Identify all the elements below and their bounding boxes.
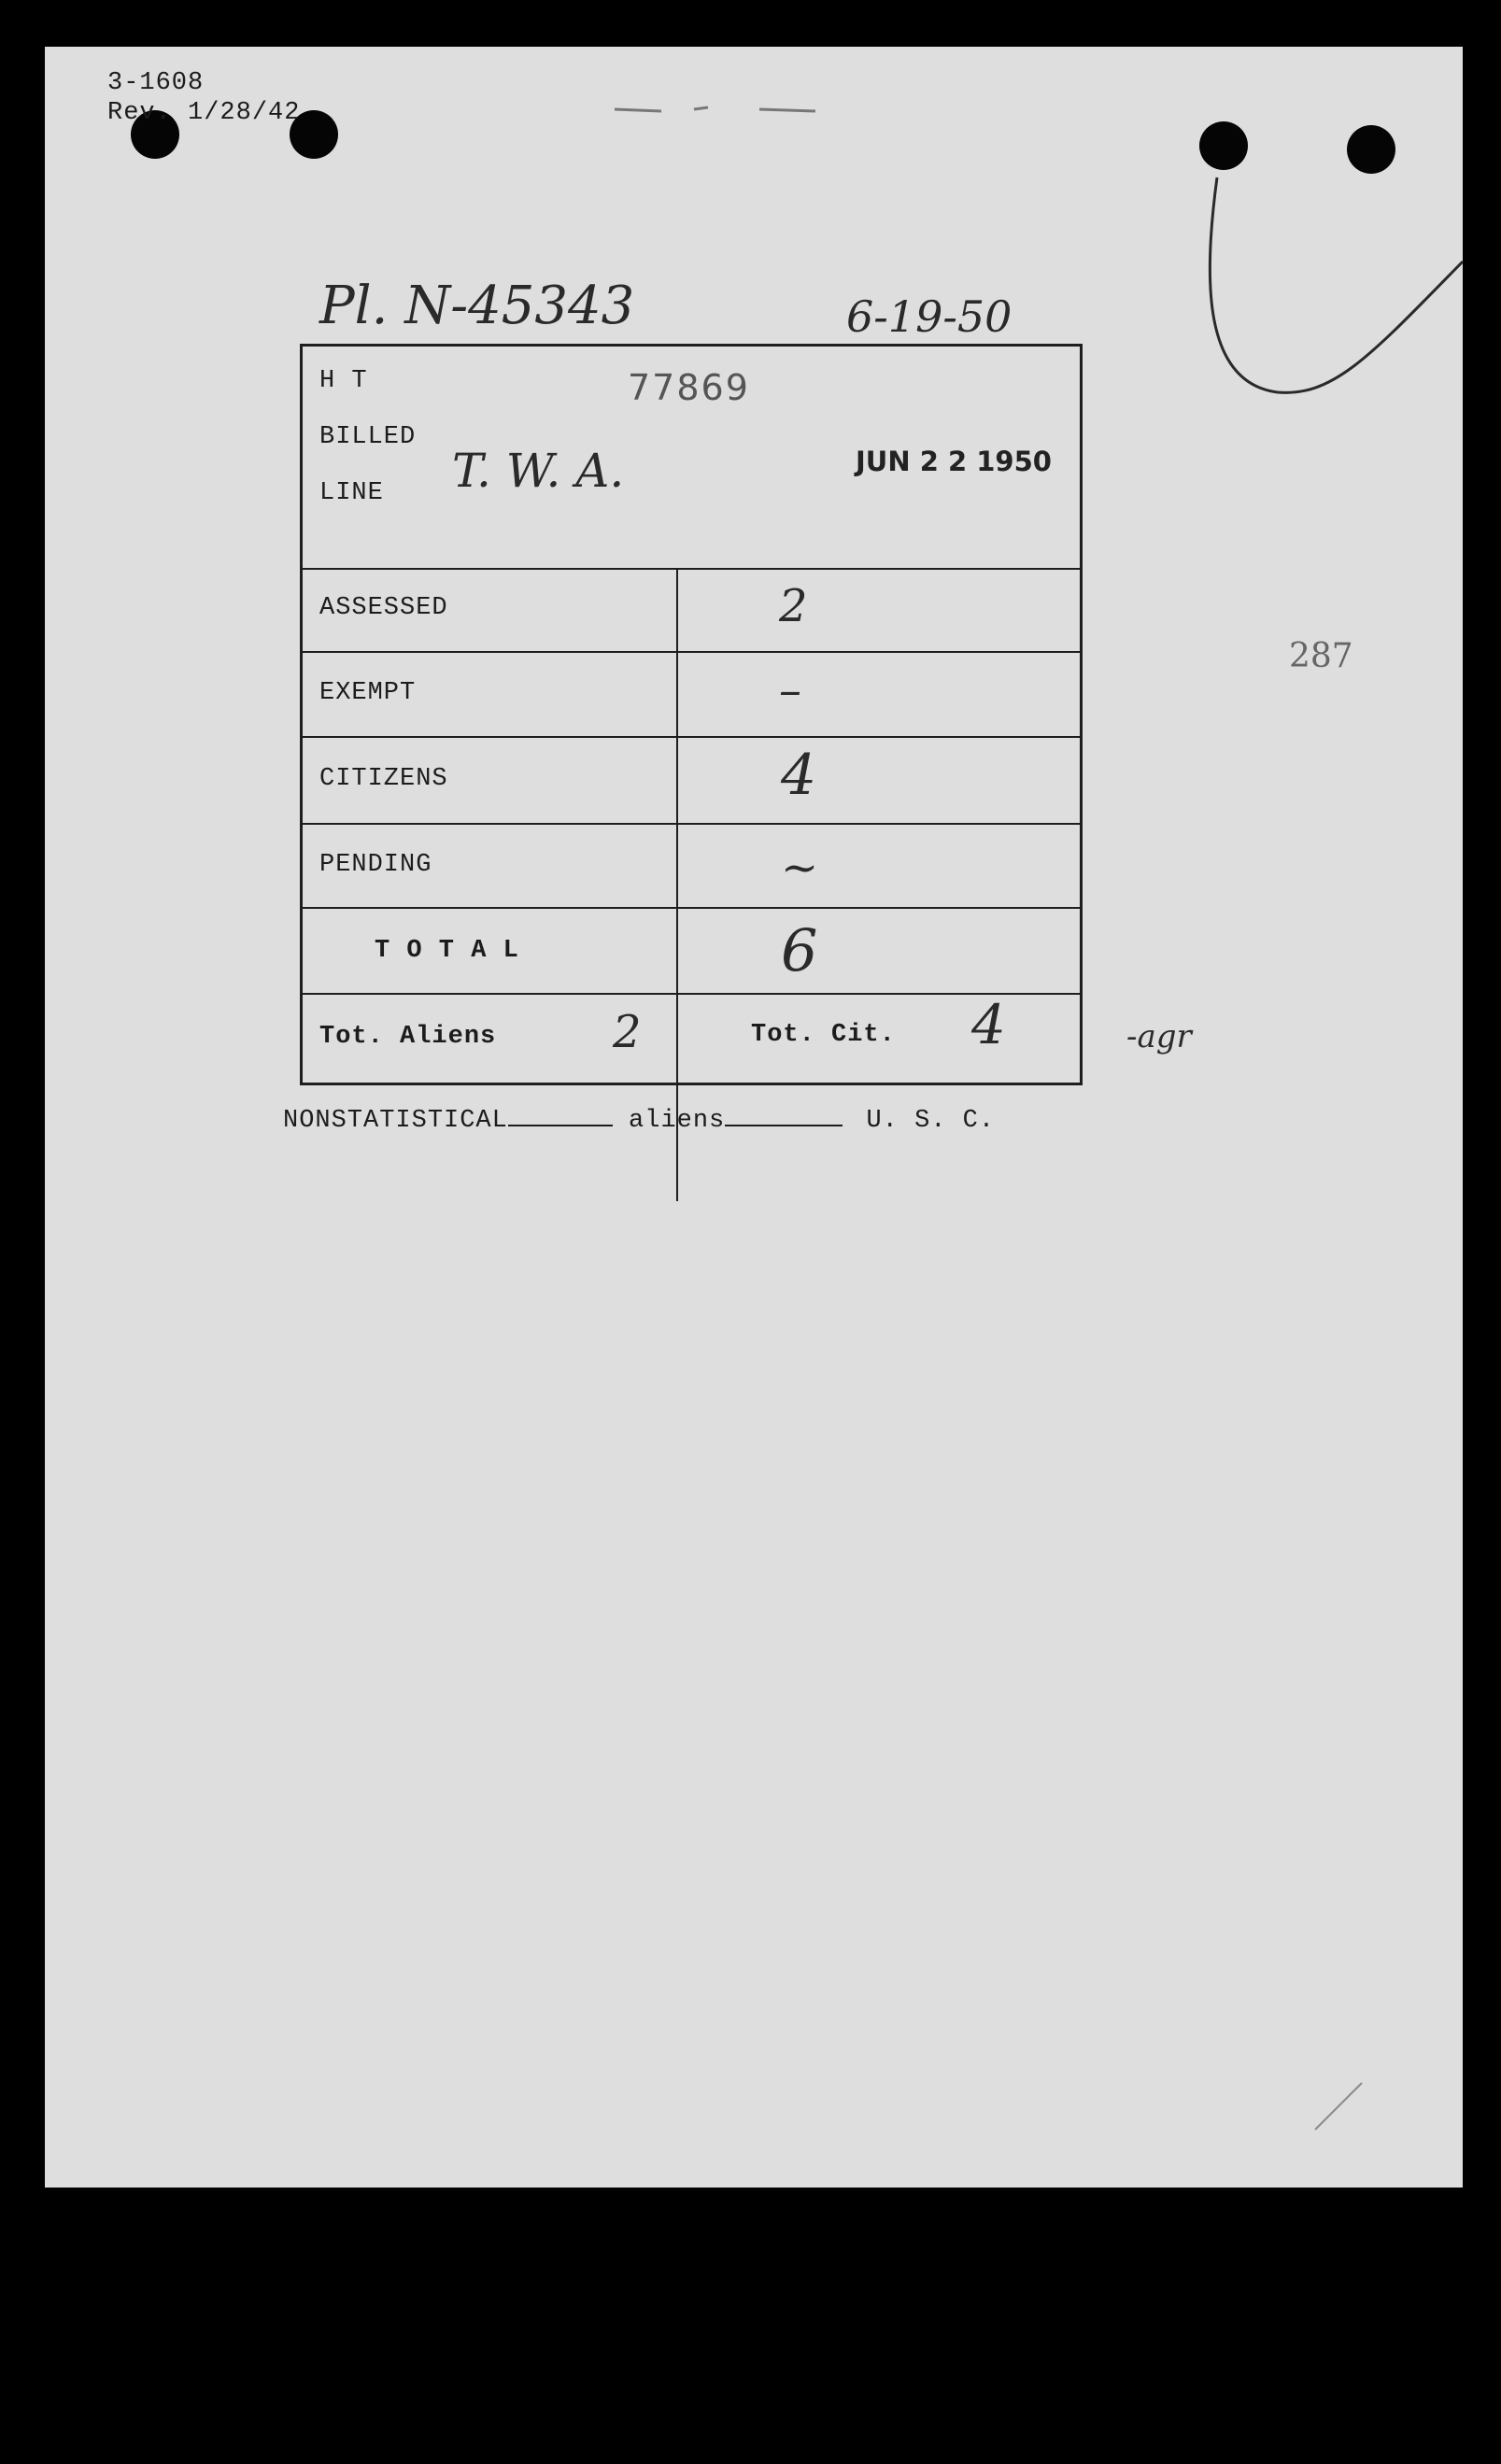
- label-line: LINE: [319, 479, 384, 507]
- form-revision: Rev. 1/28/42: [107, 99, 301, 127]
- date-stamp: JUN 2 2 1950: [856, 446, 1052, 477]
- value-assessed: 2: [779, 580, 808, 632]
- blank-nonstatistical: [508, 1102, 613, 1126]
- divider: [303, 907, 1080, 909]
- punch-hole-right-1: [1199, 121, 1248, 170]
- initials: -agr: [1126, 1018, 1192, 1055]
- label-aliens: aliens: [629, 1107, 726, 1135]
- label-nonstatistical: NONSTATISTICAL: [283, 1107, 508, 1135]
- manifest-form: [300, 344, 1083, 1085]
- reference-number: Pl. N-45343: [319, 276, 635, 336]
- handwritten-date: 6-19-50: [846, 291, 1012, 342]
- label-total: T O T A L: [375, 937, 519, 965]
- divider: [303, 736, 1080, 738]
- label-citizens: CITIZENS: [319, 765, 448, 793]
- label-usc: U. S. C.: [866, 1107, 996, 1135]
- divider: [303, 993, 1080, 995]
- value-tot-cit: 4: [971, 993, 1006, 1056]
- value-tot-aliens: 2: [613, 1006, 642, 1058]
- divider: [303, 651, 1080, 653]
- label-pending: PENDING: [319, 851, 432, 879]
- label-tot-aliens: Tot. Aliens: [319, 1023, 497, 1051]
- faint-stroke: [1306, 2074, 1381, 2148]
- nonstatistical-line: [283, 1102, 995, 1135]
- value-exempt: –: [779, 664, 801, 716]
- blank-aliens: [725, 1102, 843, 1126]
- document-page: [45, 47, 1463, 2188]
- check-mark: [1166, 168, 1463, 467]
- label-ht: H T: [319, 367, 368, 395]
- value-pending: ~: [781, 842, 819, 894]
- label-billed: BILLED: [319, 423, 417, 451]
- label-tot-cit: Tot. Cit.: [751, 1021, 896, 1049]
- line-name: T. W. A.: [452, 444, 625, 498]
- punch-hole-right-2: [1347, 125, 1395, 174]
- value-citizens: 4: [781, 743, 817, 808]
- value-total: 6: [781, 916, 818, 984]
- form-number: 3-1608: [107, 69, 205, 97]
- label-assessed: ASSESSED: [319, 594, 448, 622]
- faint-marks: [605, 98, 904, 126]
- divider: [303, 823, 1080, 825]
- page-number: 287: [1289, 637, 1353, 675]
- divider: [303, 568, 1080, 570]
- stamp-number: 77869: [628, 367, 750, 408]
- label-exempt: EXEMPT: [319, 679, 417, 707]
